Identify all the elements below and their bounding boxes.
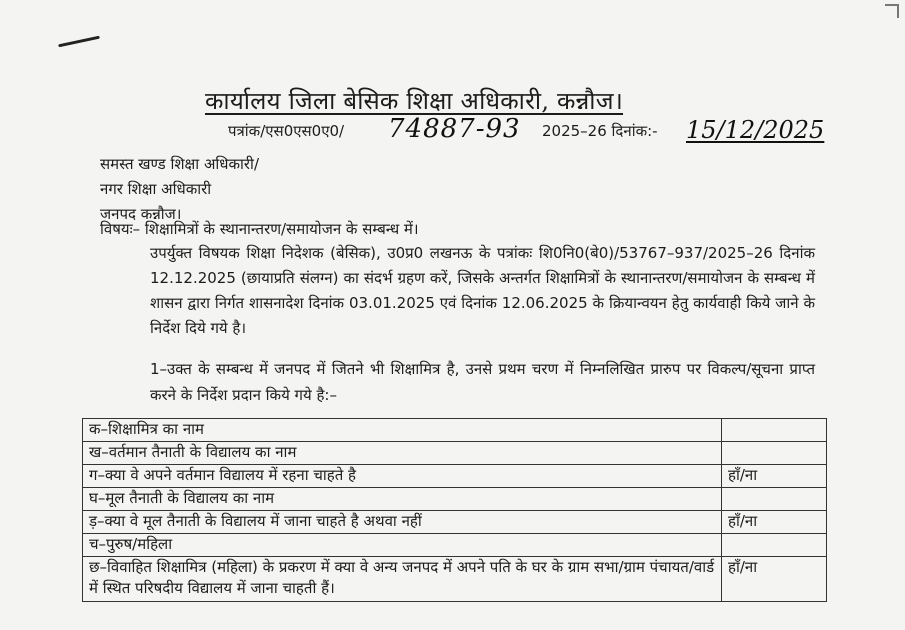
table-row (83, 557, 827, 602)
paragraph-text: 1–उक्त के सम्बन्ध में जनपद में जितने भी शिक्षामित्र है, उनसे प्रथम चरण में निम्नलिखित प्रारुप पर विकल्प/सूचना प्राप्त करने के निर्देश प्रदान किये गये है:– (150, 360, 815, 404)
corner-crop-mark (885, 4, 899, 18)
row-option (722, 534, 827, 557)
reference-year-label: 2025–26 दिनांक:- (542, 122, 658, 140)
row-label: ग–क्या वे अपने वर्तमान विद्यालय में रहना चाहते है (83, 465, 722, 488)
table-row (83, 488, 827, 511)
row-label: ड़–क्या वे मूल तैनाती के विद्यालय में जाना चाहते है अथवा नहीं (83, 511, 722, 534)
row-label: छ–विवाहित शिक्षामित्र (महिला) के प्रकरण में क्या वे अन्य जनपद में अपने पति के घर के ग्राम सभा/ग्राम पंचायत/वार्ड में स्थित परिषदीय विद्यालय में जाना चाहती हैं। (83, 557, 722, 602)
address-line: जनपद कन्नौज। (100, 205, 182, 223)
row-label: च–पुरुष/महिला (83, 534, 722, 557)
body-paragraph-2 (100, 356, 815, 408)
handwritten-dash-mark (58, 36, 100, 48)
row-label: घ–मूल तैनाती के विद्यालय का नाम (83, 488, 722, 511)
body-paragraph-1 (100, 241, 815, 341)
handwritten-date: 15/12/2025 (686, 116, 825, 144)
handwritten-reference-number: 74887-93 (388, 114, 521, 144)
row-option (722, 419, 827, 442)
row-label: ख–वर्तमान तैनाती के विद्यालय का नाम (83, 442, 722, 465)
row-label: क–शिक्षामित्र का नाम (83, 419, 722, 442)
table-row (83, 511, 827, 534)
address-line: समस्त खण्ड शिक्षा अधिकारी/ (100, 155, 259, 173)
row-option: हाँ/ना (722, 557, 827, 602)
office-title: कार्यालय जिला बेसिक शिक्षा अधिकारी, कन्नौज। (205, 87, 624, 115)
row-option: हाँ/ना (722, 465, 827, 488)
reference-row (228, 114, 828, 151)
table-row (83, 442, 827, 465)
recipient-address (100, 152, 259, 227)
row-option: हाँ/ना (722, 511, 827, 534)
address-line: नगर शिक्षा अधिकारी (100, 180, 212, 198)
table-row (83, 534, 827, 557)
paragraph-text: उपर्युक्त विषयक शिक्षा निदेशक (बेसिक), उ0प्र0 लखनऊ के पत्रांकः शि0नि0(बे0)/53767–937/2025–26 दिनांक 12.12.2025 (छायाप्रति संलग्न) का संदर्भ ग्रहण करें, जिसके अन्तर्गत शिक्षामित्रों के स्थानान्तरण/समायोजन के सम्बन्ध में शासन द्वारा निर्गत शासनादेश दिनांक 03.01.2025 एवं दिनांक 12.06.2025 के क्रियान्वयन हेतु कार्यवाही किये जाने के निर्देश दिये गये है। (150, 244, 815, 337)
table-row (83, 465, 827, 488)
row-option (722, 442, 827, 465)
table-row (83, 419, 827, 442)
subject-line: विषयः– शिक्षामित्रों के स्थानान्तरण/समायोजन के सम्बन्ध में। (100, 220, 419, 238)
row-option (722, 488, 827, 511)
option-form-table (82, 418, 827, 602)
reference-label: पत्रांक/एस0एस0ए0/ (228, 122, 345, 140)
